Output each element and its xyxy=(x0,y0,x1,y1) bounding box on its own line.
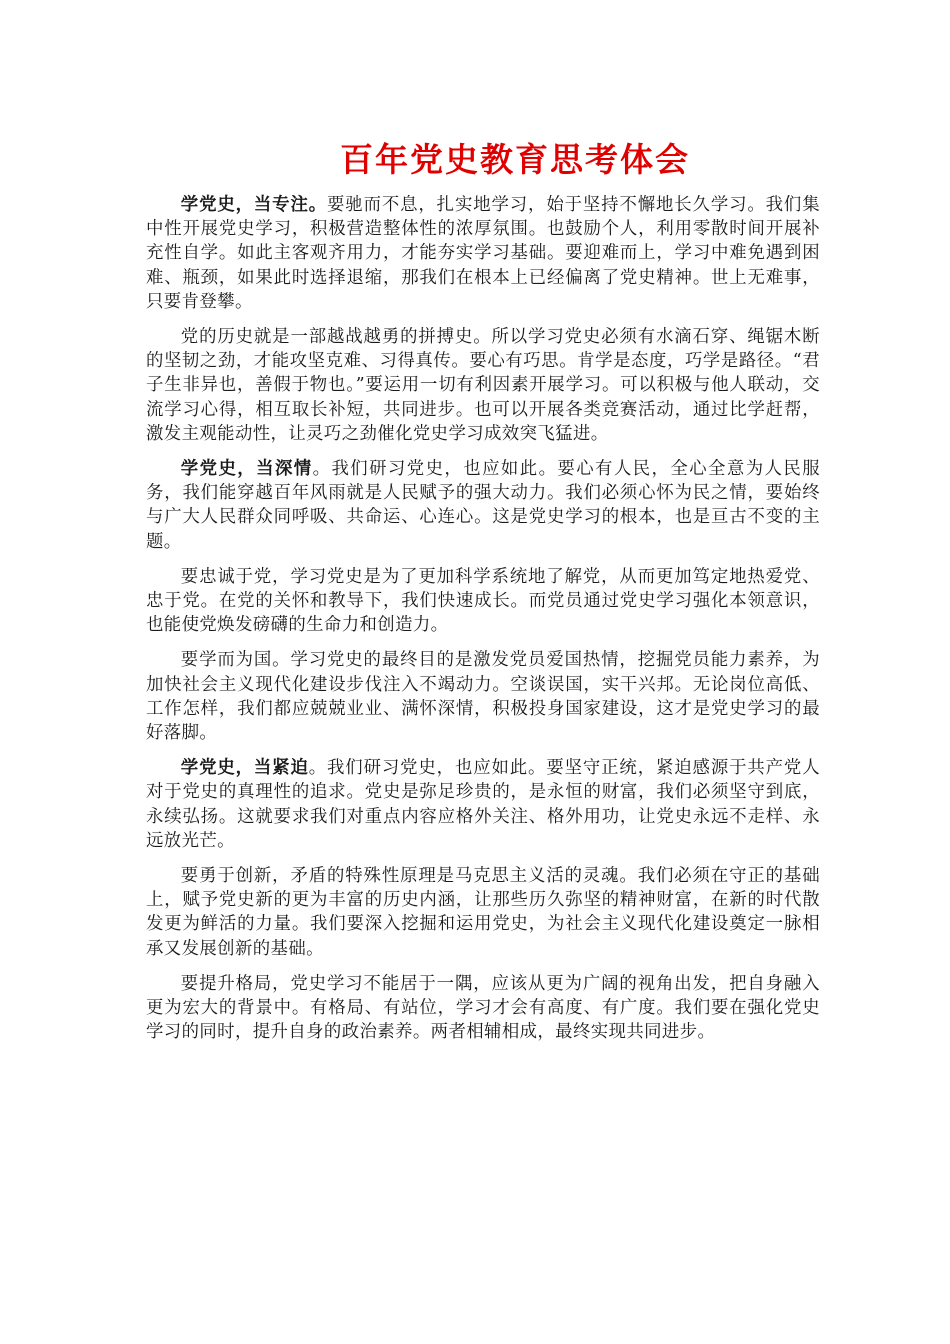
paragraph-3 xyxy=(146,457,820,554)
paragraph-text: 要学而为国。学习党史的最终目的是激发党员爱国热情，挖掘党员能力素养，为加快社会主义现代化建设步伐注入不竭动力。空谈误国，实干兴邦。无论岗位高低、工作怎样，我们都应兢兢业业、满怀深情，积极投身国家建设，这才是党史学习的最好落脚。 xyxy=(146,650,820,744)
document-title: 百年党史教育思考体会 xyxy=(340,140,690,179)
paragraph-lead: 学党史，当紧迫 xyxy=(180,758,309,779)
paragraph-lead: 学党史，当专注。 xyxy=(180,195,328,215)
paragraph-6 xyxy=(146,756,820,853)
paragraph-7 xyxy=(146,864,820,961)
paragraph-1 xyxy=(146,193,820,314)
paragraph-8 xyxy=(146,972,820,1045)
paragraph-text: 要驰而不息，扎实地学习，始于坚持不懈地长久学习。我们集中性开展党史学习，积极营造整体性的浓厚氛围。也鼓励个人，利用零散时间开展补充性自学。如此主客观齐用力，才能夯实学习基础。要迎难而上，学习中难免遇到困难、瓶颈，如果此时选择退缩，那我们在根本上已经偏离了党史精神。世上无难事，只要肯登攀。 xyxy=(146,195,820,312)
paragraph-text: 要忠诚于党，学习党史是为了更加科学系统地了解党，从而更加笃定地热爱党、忠于党。在党的关怀和教导下，我们快速成长。而党员通过党史学习强化本领意识，也能使党焕发磅礴的生命力和创造力。 xyxy=(146,566,820,636)
document-body xyxy=(146,193,820,1056)
paragraph-2 xyxy=(146,325,820,446)
paragraph-5 xyxy=(146,648,820,745)
paragraph-text: 。我们研习党史，也应如此。要坚守正统，紧迫感源于共产党人对于党史的真理性的追求。党史是弥足珍贵的，是永恒的财富，我们必须坚守到底，永续弘扬。这就要求我们对重点内容应格外关注、格外用功，让党史永远不走样、永远放光芒。 xyxy=(146,758,820,851)
paragraph-text: 党的历史就是一部越战越勇的拼搏史。所以学习党史必须有水滴石穿、绳锯木断的坚韧之劲，才能攻坚克难、习得真传。要心有巧思。肯学是态度，巧学是路径。“君子生非异也，善假于物也。”要运用一切有利因素开展学习。可以积极与他人联动，交流学习心得，相互取长补短，共同进步。也可以开展各类竞赛活动，通过比学赶帮，激发主观能动性，让灵巧之劲催化党史学习成效突飞猛进。 xyxy=(146,327,820,444)
paragraph-4 xyxy=(146,565,820,638)
paragraph-text: 要提升格局，党史学习不能居于一隅，应该从更为广阔的视角出发，把自身融入更为宏大的背景中。有格局、有站位，学习才会有高度、有广度。我们要在强化党史学习的同时，提升自身的政治素养。两者相辅相成，最终实现共同进步。 xyxy=(146,973,820,1043)
paragraph-text: 要勇于创新，矛盾的特殊性原理是马克思主义活的灵魂。我们必须在守正的基础上，赋予党史新的更为丰富的历史内涵，让那些历久弥坚的精神财富，在新的时代散发更为鲜活的力量。我们要深入挖掘和运用党史，为社会主义现代化建设奠定一脉相承又发展创新的基础。 xyxy=(146,866,820,959)
paragraph-text: 。我们研习党史，也应如此。要心有人民，全心全意为人民服务，我们能穿越百年风雨就是人民赋予的强大动力。我们必须心怀为民之情，要始终与广大人民群众同呼吸、共命运、心连心。这是党史学习的根本，也是亘古不变的主题。 xyxy=(146,459,820,552)
paragraph-lead: 学党史，当深情 xyxy=(180,459,313,480)
